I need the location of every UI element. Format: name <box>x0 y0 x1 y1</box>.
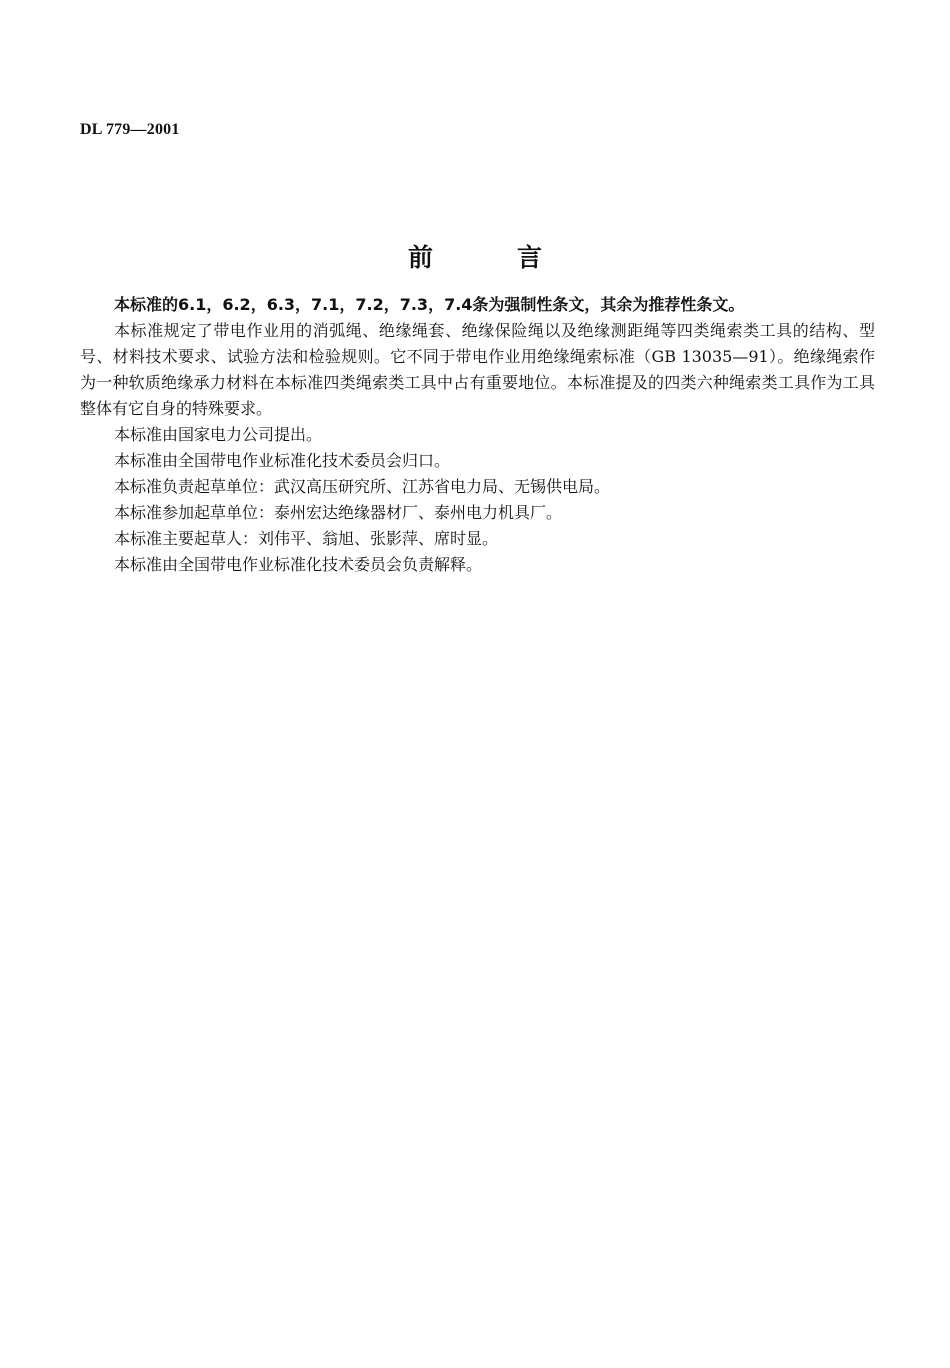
main-drafters-paragraph: 本标准主要起草人：刘伟平、翁旭、张影萍、席时显。 <box>114 529 499 548</box>
participating-drafting-units-paragraph: 本标准参加起草单位：泰州宏达绝缘器材厂、泰州电力机具厂。 <box>114 503 563 522</box>
interpretation-paragraph: 本标准由全国带电作业标准化技术委员会负责解释。 <box>114 555 483 574</box>
centralized-management-paragraph: 本标准由全国带电作业标准化技术委员会归口。 <box>114 451 451 470</box>
document-code: DL 779—2001 <box>80 121 180 138</box>
lead-drafting-units-paragraph: 本标准负责起草单位：武汉高压研究所、江苏省电力局、无锡供电局。 <box>114 477 611 496</box>
page-title: 前言 <box>407 243 626 272</box>
proposer-paragraph: 本标准由国家电力公司提出。 <box>114 425 323 444</box>
mandatory-clauses-paragraph: 本标准的6.1，6.2，6.3，7.1，7.2，7.3，7.4条为强制性条文，其余为推荐性条文。 <box>114 295 745 314</box>
foreword-body <box>80 292 875 578</box>
scope-paragraph: 本标准规定了带电作业用的消弧绳、绝缘绳套、绝缘保险绳以及绝缘测距绳等四类绳索类工具的结构、型号、材料技术要求、试验方法和检验规则。它不同于带电作业用绝缘绳索标准（GB 13035—91）。绝缘绳索作为一种软质绝缘承力材料在本标准四类绳索类工具中占有重要地位。本标准提及的四类六种绳索类工具作为工具整体有它自身的特殊要求。 <box>80 321 875 418</box>
